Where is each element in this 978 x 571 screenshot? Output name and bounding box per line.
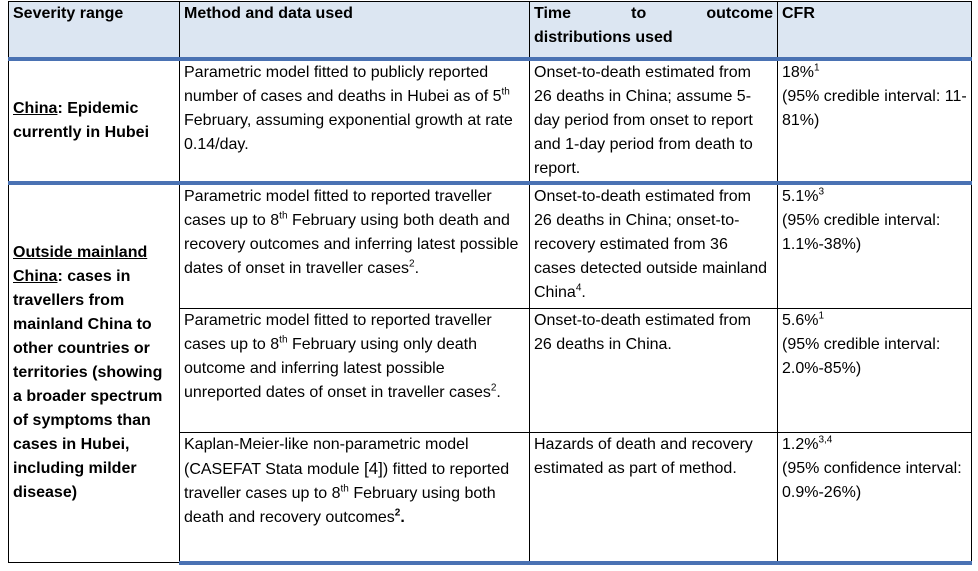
severity-outside [9, 183, 180, 563]
cfr-value: 18% [782, 63, 815, 81]
cfr-cell [778, 309, 972, 433]
cfr-interval: (95% credible interval: 1.1%-38%) [782, 211, 941, 253]
method-cell [180, 309, 530, 433]
citation: [4] [363, 459, 383, 478]
header-row [9, 2, 972, 59]
method-text: . [414, 259, 420, 277]
cfr-sup: 3,4 [818, 434, 833, 446]
cfr-sup: 1 [818, 310, 825, 322]
time-cell: Onset-to-death estimated from 26 deaths in China; assume 5-day period from onset to report and 1-day period from death to report. [530, 59, 778, 183]
time-cell [530, 183, 778, 309]
cfr-cell [778, 183, 972, 309]
header-time-word-1: Time [534, 5, 572, 22]
method-sup: 2 [490, 382, 497, 394]
severity-china [9, 59, 180, 183]
cfr-interval: (95% confidence interval: 0.9%-26%) [782, 460, 962, 501]
method-text: Kaplan-Meier-like non-parametric model (CASEFAT Stata module [184, 436, 469, 478]
cfr-sup: 1 [814, 62, 820, 74]
header-severity: Severity range [9, 2, 180, 59]
method-text: Parametric model fitted to reported traveller cases up to 8 [184, 187, 492, 229]
severity-china-rest: : Epidemic currently in Hubei [13, 99, 150, 141]
header-method: Method and data used [180, 2, 530, 59]
table-row-china [9, 59, 972, 183]
method-text: . [496, 384, 501, 401]
cfr-value: 5.1% [782, 187, 819, 205]
method-sup: th [279, 210, 288, 222]
header-time [530, 2, 778, 59]
severity-outside-place: Outside mainland China [13, 244, 148, 286]
time-text: . [581, 283, 586, 301]
method-sup: 2 [409, 258, 415, 270]
time-text: Onset-to-death estimated from 26 deaths in China; onset-to-recovery estimated from 36 cases detected outside mainland China [534, 187, 768, 301]
cfr-cell [778, 59, 972, 183]
method-text: February using both death and recovery outcomes and inferring latest possible dates of onset in traveller cases [184, 211, 519, 277]
cfr-cell [778, 433, 972, 563]
cfr-interval: (95% credible interval: 2.0%-85%) [782, 336, 941, 377]
method-cell [180, 433, 530, 563]
method-text: ) fitted to reported traveller cases up to 8 [184, 461, 510, 502]
method-cell [180, 59, 530, 183]
method-text: Parametric model fitted to reported traveller cases up to 8 [184, 312, 492, 353]
method-text: Parametric model fitted to publicly reported number of cases and deaths in Hubei as of 5 [184, 63, 502, 105]
method-sup: th [501, 86, 510, 98]
method-text: February using both death and recovery outcomes [184, 485, 496, 526]
cfr-interval: (95% credible interval: 11-81%) [782, 87, 967, 129]
method-sup: th [279, 334, 288, 346]
header-time-line2: distributions used [534, 29, 673, 46]
cfr-table [8, 1, 972, 565]
method-text: February using only death outcome and inferring latest possible unreported dates of onset in traveller cases [184, 336, 491, 401]
cfr-sup: 3 [818, 186, 825, 198]
cfr-value: 5.6% [782, 312, 819, 329]
header-time-word-3: outcome [706, 5, 773, 22]
time-sup: 4 [575, 282, 582, 294]
method-sup: th [340, 483, 349, 495]
method-sup: 2 [394, 507, 401, 519]
time-cell: Hazards of death and recovery estimated as part of method. [530, 433, 778, 563]
method-cell [180, 183, 530, 309]
severity-china-place: China [13, 99, 58, 117]
severity-outside-rest: : cases in travellers from mainland China to other countries or territories (showing a broader spectrum of symptoms than cases in Hubei, including milder disease) [13, 268, 163, 502]
time-cell: Onset-to-death estimated from 26 deaths in China. [530, 309, 778, 433]
table-row-outside-1 [9, 183, 972, 309]
cfr-value: 1.2% [782, 436, 819, 453]
method-text: February, assuming exponential growth at rate 0.14/day. [184, 111, 513, 153]
method-text: . [400, 509, 405, 526]
header-time-word-2: to [631, 5, 647, 22]
header-cfr: CFR [778, 2, 972, 59]
